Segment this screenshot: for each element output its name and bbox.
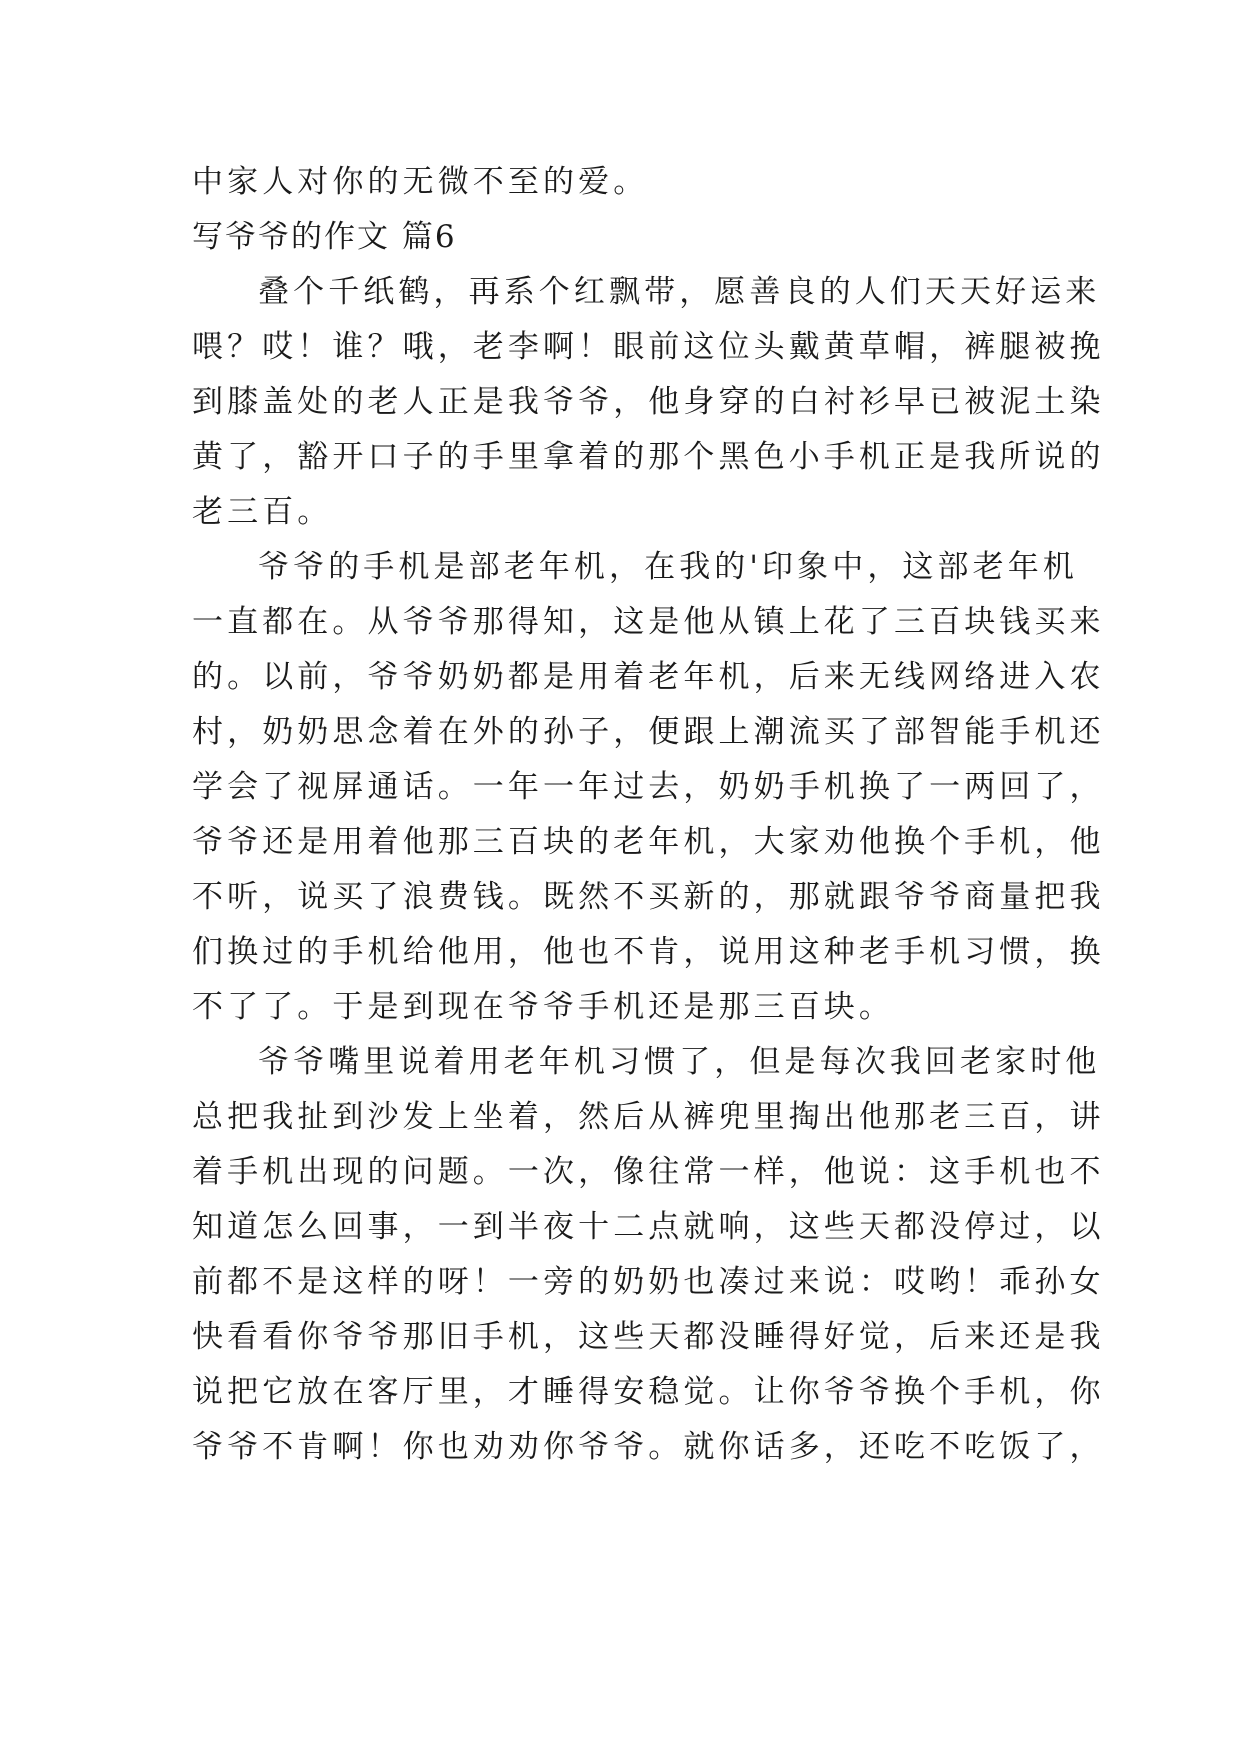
- text-line: 老三百。: [192, 494, 333, 530]
- text-line: 们换过的手机给他用，他也不肯，说用这种老手机习惯，换: [192, 934, 1105, 970]
- text-line: 说把它放在客厅里，才睡得安稳觉。让你爷爷换个手机，你: [192, 1374, 1105, 1410]
- text-line: 爷爷不肯啊！你也劝劝你爷爷。就你话多，还吃不吃饭了，: [192, 1429, 1105, 1465]
- text-line: 总把我扯到沙发上坐着，然后从裤兜里掏出他那老三百，讲: [192, 1099, 1105, 1135]
- text-line: 不了了。于是到现在爷爷手机还是那三百块。: [192, 989, 894, 1025]
- paragraph-first-line: 爷爷的手机是部老年机，在我的'印象中，这部老年机: [258, 549, 1078, 585]
- text-line: 村，奶奶思念着在外的孙子，便跟上潮流买了部智能手机还: [192, 714, 1105, 750]
- text-line: 中家人对你的无微不至的爱。: [192, 164, 649, 200]
- text-line: 的。以前，爷爷奶奶都是用着老年机，后来无线网络进入农: [192, 659, 1105, 695]
- text-line: 知道怎么回事，一到半夜十二点就响，这些天都没停过，以: [192, 1209, 1105, 1245]
- text-line: 学会了视屏通话。一年一年过去，奶奶手机换了一两回了，: [192, 769, 1105, 805]
- text-line: 黄了，豁开口子的手里拿着的那个黑色小手机正是我所说的: [192, 439, 1105, 475]
- text-line: 不听，说买了浪费钱。既然不买新的，那就跟爷爷商量把我: [192, 879, 1105, 915]
- paragraph-first-line: 爷爷嘴里说着用老年机习惯了，但是每次我回老家时他: [258, 1044, 1101, 1080]
- text-line: 到膝盖处的老人正是我爷爷，他身穿的白衬衫早已被泥土染: [192, 384, 1105, 420]
- text-line: 爷爷还是用着他那三百块的老年机，大家劝他换个手机，他: [192, 824, 1105, 860]
- text-line: 喂？哎！谁？哦，老李啊！眼前这位头戴黄草帽，裤腿被挽: [192, 329, 1105, 365]
- text-line: 一直都在。从爷爷那得知，这是他从镇上花了三百块钱买来: [192, 604, 1105, 640]
- text-line: 前都不是这样的呀！一旁的奶奶也凑过来说：哎哟！乖孙女: [192, 1264, 1105, 1300]
- section-heading: 写爷爷的作文 篇6: [192, 219, 457, 255]
- text-line: 着手机出现的问题。一次，像往常一样，他说：这手机也不: [192, 1154, 1105, 1190]
- text-line: 快看看你爷爷那旧手机，这些天都没睡得好觉，后来还是我: [192, 1319, 1105, 1355]
- paragraph-first-line: 叠个千纸鹤，再系个红飘带，愿善良的人们天天好运来: [258, 274, 1101, 310]
